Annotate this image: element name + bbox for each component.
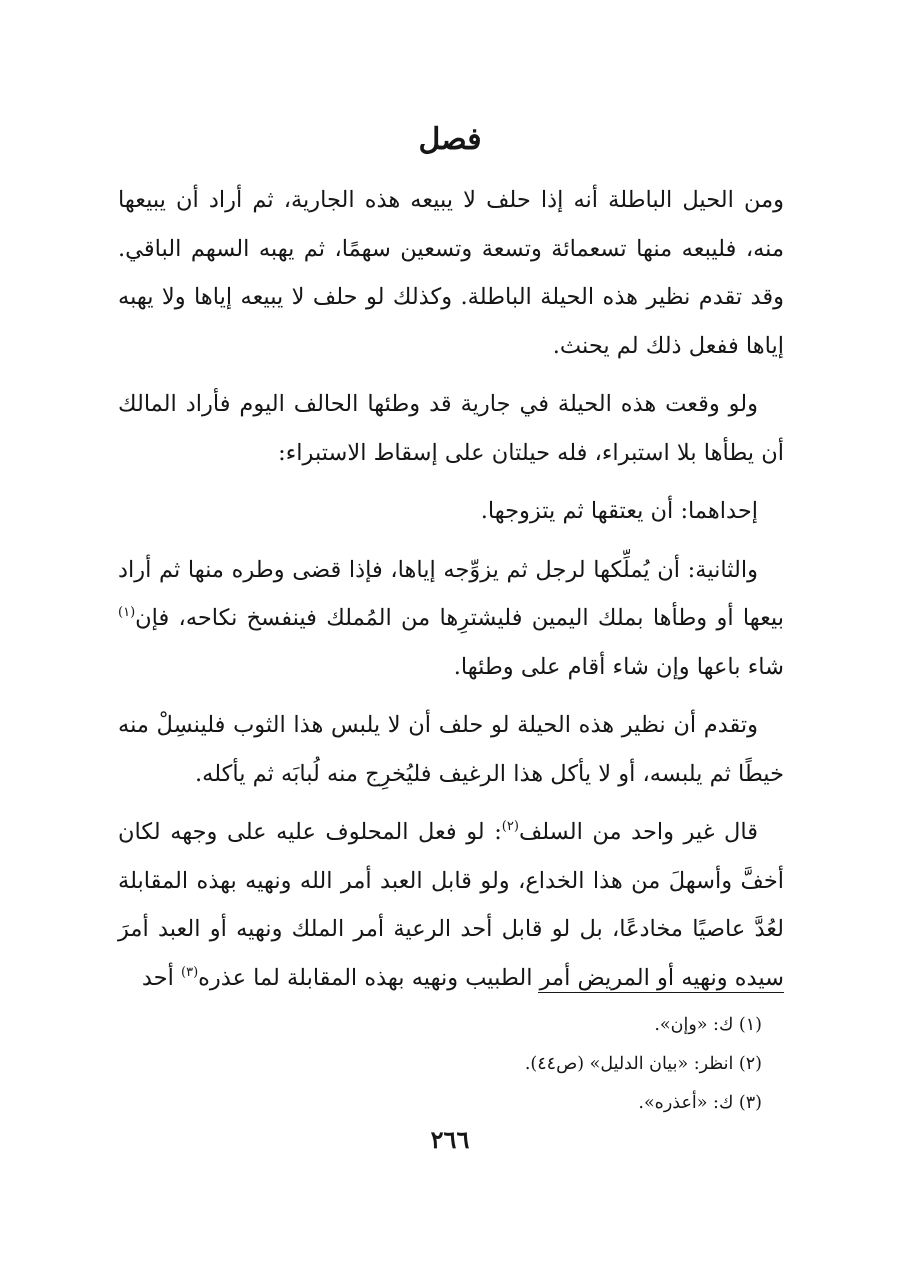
paragraph-6-text-b: : لو فعل المحلوف عليه على وجهه لكان أخفَّ وأسهلَ من هذا الخداع، ولو قابل العبد أمر الله ونهيه بهذه المقابلة لعُدَّ عاصيًا مخادعًا، بل لو قابل أحد الرعية أمر الملك ونهيه أو العبد أمرَ سيده ونهيه أو المريض أمر الطبيب ونهيه بهذه المقابلة لما عذره xyxy=(118,819,784,991)
body-text xyxy=(118,176,784,1012)
footnotes xyxy=(118,1006,784,1123)
paragraph-6-text-a: قال غير واحد من السلف xyxy=(518,819,758,845)
footnote-1: (١) ك: «وإن». xyxy=(654,1015,762,1035)
paragraph-4-text-b: شاء باعها وإن شاء أقام على وطئها. xyxy=(453,653,784,680)
paragraph-4 xyxy=(118,546,784,692)
paragraph-6 xyxy=(118,808,784,1002)
paragraph-4-text-a: والثانية: أن يُملِّكها لرجل ثم يزوِّجه إياها، فإذا قضى وطره منها ثم أراد بيعها أو وطأها بملك اليمين فليشترِها من المُملك فينفسخ نكاحه، فإن xyxy=(118,556,784,631)
paragraph-6-text-c: أحد xyxy=(141,964,181,991)
paragraph-2: ولو وقعت هذه الحيلة في جارية قد وطئها الحالف اليوم فأراد المالك أن يطأها بلا استبراء، فله حيلتان على إسقاط الاستبراء: xyxy=(118,391,784,466)
footnote-ref-3: (٣) xyxy=(181,964,199,980)
footnote-ref-1: (١) xyxy=(118,605,136,620)
page-number: ٢٦٦ xyxy=(430,1125,470,1154)
paragraph-5: وتقدم أن نظير هذه الحيلة لو حلف أن لا يلبس هذا الثوب فلينسِلْ منه خيطًا ثم يلبسه، أو لا يأكل هذا الرغيف فليُخرِج منه لُبابَه ثم يأكله. xyxy=(118,712,784,787)
paragraph-3: إحداهما: أن يعتقها ثم يتزوجها. xyxy=(480,498,758,524)
section-heading: فصل xyxy=(418,122,482,157)
paragraph-1: ومن الحيل الباطلة أنه إذا حلف لا يبيعه هذه الجارية، ثم أراد أن يبيعها منه، فليبعه منها تسعمائة وتسعة وتسعين سهمًا، ثم يهبه السهم الباقي. وقد تقدم نظير هذه الحيلة الباطلة. وكذلك لو حلف لا يبيعه إياها ولا يهبه إياها ففعل ذلك لم يحنث. xyxy=(118,187,784,359)
footnote-divider xyxy=(538,992,784,993)
footnote-2: (٢) انظر: «بيان الدليل» (ص٤٤). xyxy=(524,1054,762,1074)
footnote-ref-2: (٢) xyxy=(501,819,519,834)
footnote-3: (٣) ك: «أعذره». xyxy=(638,1093,762,1113)
